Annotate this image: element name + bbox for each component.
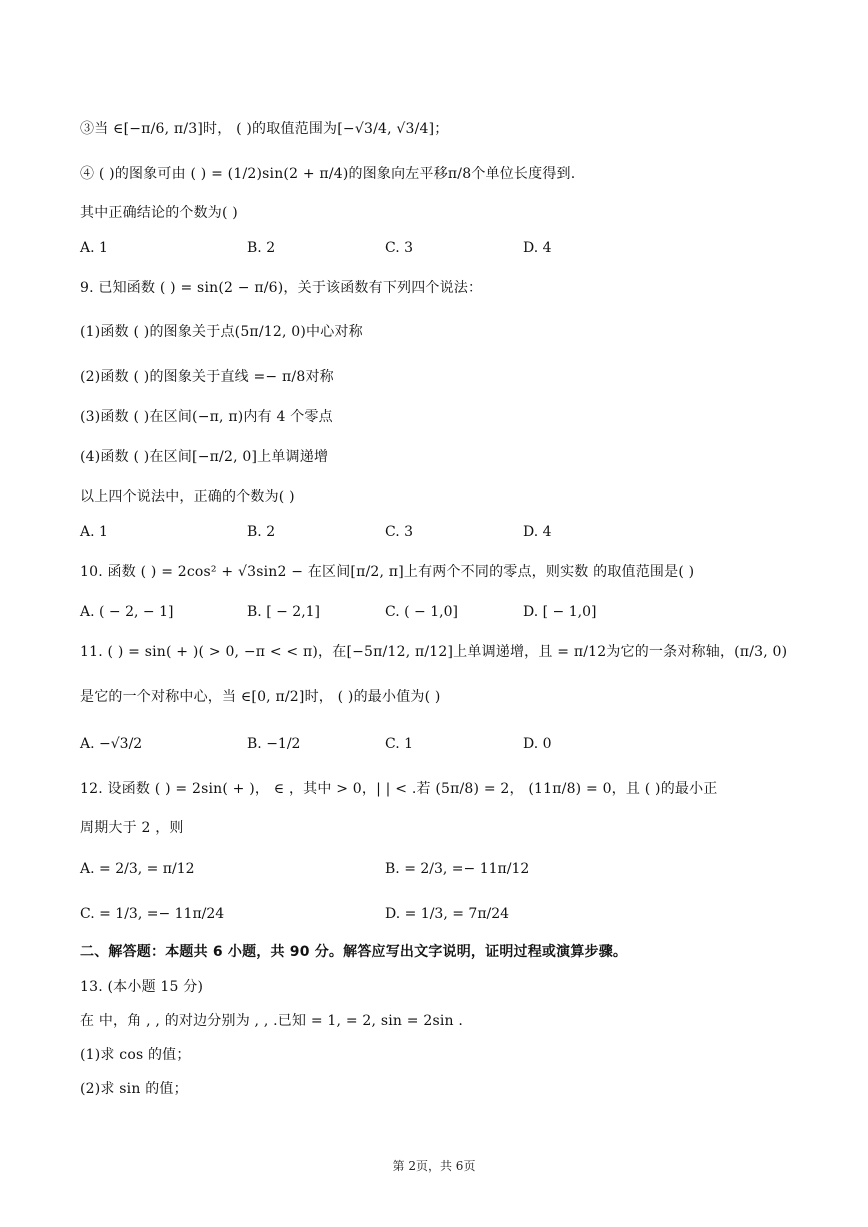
- section-2-heading: 二、解答题：本题共 6 小题，共 90 分。解答应写出文字说明，证明过程或演算步骤。: [80, 944, 628, 960]
- q9-question: 以上四个说法中，正确的个数为( ): [80, 489, 295, 505]
- q9-claim-4: (4)函数 ( )在区间[−π/2, 0]上单调递增: [80, 449, 329, 465]
- statement-3: ③当 ∈[−π/6, π/3]时， ( )的取值范围为[−√3/4, √3/4]；: [80, 121, 449, 137]
- q13-title: 13. (本小题 15 分): [80, 979, 204, 995]
- q8-option-c[interactable]: C. 3: [385, 240, 414, 256]
- q9-stem: 9. 已知函数 ( ) = sin(2 − π/6)，关于该函数有下列四个说法：: [80, 280, 483, 296]
- q11-stem-cont: 是它的一个对称中心，当 ∈[0, π/2]时， ( )的最小值为( ): [80, 689, 441, 705]
- q8-option-a[interactable]: A. 1: [80, 240, 108, 256]
- q13-part-1: (1)求 cos 的值；: [80, 1047, 191, 1063]
- q9-option-a[interactable]: A. 1: [80, 524, 108, 540]
- q11-option-d[interactable]: D. 0: [523, 736, 552, 752]
- q13-part-2: (2)求 sin 的值；: [80, 1081, 188, 1097]
- q11-option-a[interactable]: A. −√3/2: [80, 736, 143, 752]
- q12-option-b[interactable]: B. = 2/3, =− 11π/12: [385, 861, 530, 877]
- q13-stem: 在 中，角 , , 的对边分别为 , , .已知 = 1, = 2, sin = 2sin .: [80, 1013, 464, 1029]
- q12-option-a[interactable]: A. = 2/3, = π/12: [80, 861, 195, 877]
- q12-stem-cont: 周期大于 2 ，则: [80, 820, 184, 836]
- q9-claim-2: (2)函数 ( )的图象关于直线 =− π/8对称: [80, 369, 334, 385]
- q11-stem: 11. ( ) = sin( + )( > 0, −π < < π)，在[−5π/12, π/12]上单调递增，且 = π/12为它的一条对称轴，(π/3, 0): [80, 644, 788, 660]
- q9-option-d[interactable]: D. 4: [523, 524, 552, 540]
- q9-option-b[interactable]: B. 2: [247, 524, 276, 540]
- page-footer: 第 2页，共 6页: [392, 1159, 476, 1173]
- q9-option-c[interactable]: C. 3: [385, 524, 414, 540]
- q11-option-c[interactable]: C. 1: [385, 736, 414, 752]
- q10-option-a[interactable]: A. ( − 2, − 1]: [80, 604, 174, 620]
- q10-stem: 10. 函数 ( ) = 2cos² + √3sin2 − 在区间[π/2, π]上有两个不同的零点，则实数 的取值范围是( ): [80, 564, 695, 580]
- q8-option-d[interactable]: D. 4: [523, 240, 552, 256]
- statement-4: ④ ( )的图象可由 ( ) = (1/2)sin(2 + π/4)的图象向左平移π/8个单位长度得到.: [80, 166, 576, 182]
- q8-option-b[interactable]: B. 2: [247, 240, 276, 256]
- q8-stem-end: 其中正确结论的个数为( ): [80, 205, 238, 221]
- q11-option-b[interactable]: B. −1/2: [247, 736, 301, 752]
- q12-option-c[interactable]: C. = 1/3, =− 11π/24: [80, 906, 225, 922]
- q10-option-c[interactable]: C. ( − 1,0]: [385, 604, 458, 620]
- q9-claim-1: (1)函数 ( )的图象关于点(5π/12, 0)中心对称: [80, 324, 363, 340]
- q9-claim-3: (3)函数 ( )在区间(−π, π)内有 4 个零点: [80, 409, 333, 425]
- q12-option-d[interactable]: D. = 1/3, = 7π/24: [385, 906, 510, 922]
- q10-option-b[interactable]: B. [ − 2,1]: [247, 604, 321, 620]
- q10-option-d[interactable]: D. [ − 1,0]: [523, 604, 597, 620]
- q12-stem: 12. 设函数 ( ) = 2sin( + )， ∈ ，其中 > 0，| | < .若 (5π/8) = 2， (11π/8) = 0，且 ( )的最小正: [80, 781, 718, 797]
